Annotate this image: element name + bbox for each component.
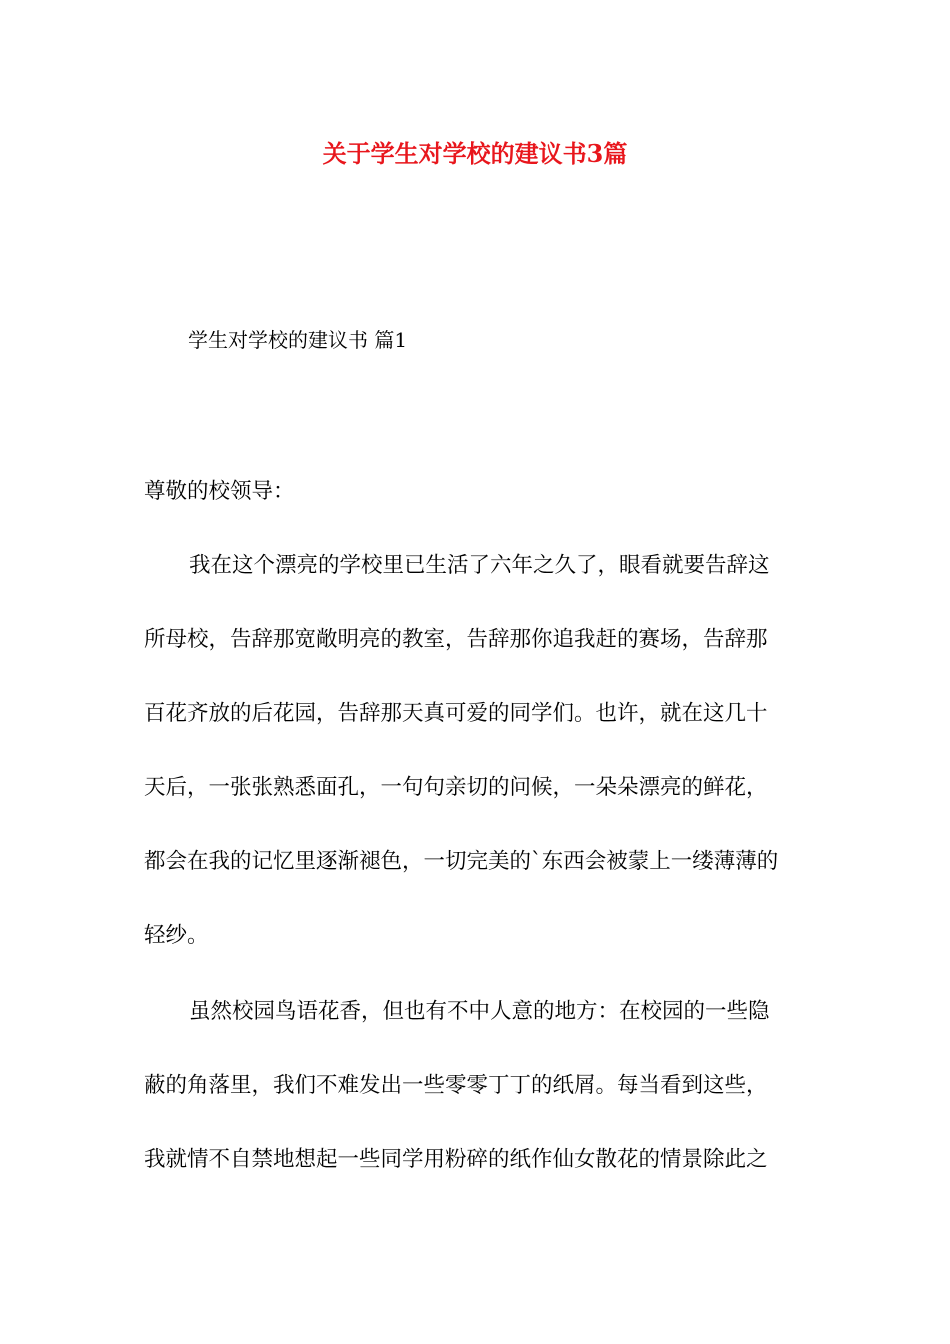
salutation: 尊敬的校领导：: [144, 479, 295, 504]
paragraph-line: 虽然校园鸟语花香，但也有不中人意的地方：在校园的一些隐: [189, 999, 770, 1024]
paragraph-line: 天后，一张张熟悉面孔，一句句亲切的问候，一朵朵漂亮的鲜花，: [144, 775, 768, 800]
section-heading: 学生对学校的建议书 篇1: [188, 328, 408, 352]
paragraph-line: 都会在我的记忆里逐渐褪色，一切完美的`东西会被蒙上一缕薄薄的: [144, 849, 779, 874]
paragraph-line: 所母校，告辞那宽敞明亮的教室，告辞那你追我赶的赛场，告辞那: [144, 627, 768, 652]
paragraph-line: 我就情不自禁地想起一些同学用粉碎的纸作仙女散花的情景除此之: [144, 1147, 768, 1172]
paragraph-line: 百花齐放的后花园，告辞那天真可爱的同学们。也许，就在这几十: [144, 701, 768, 726]
paragraph-line: 轻纱。: [144, 923, 209, 948]
document-title: 关于学生对学校的建议书3篇: [322, 139, 628, 168]
paragraph-line: 蔽的角落里，我们不难发出一些零零丁丁的纸屑。每当看到这些，: [144, 1073, 768, 1098]
paragraph-line: 我在这个漂亮的学校里已生活了六年之久了，眼看就要告辞这: [189, 553, 770, 578]
